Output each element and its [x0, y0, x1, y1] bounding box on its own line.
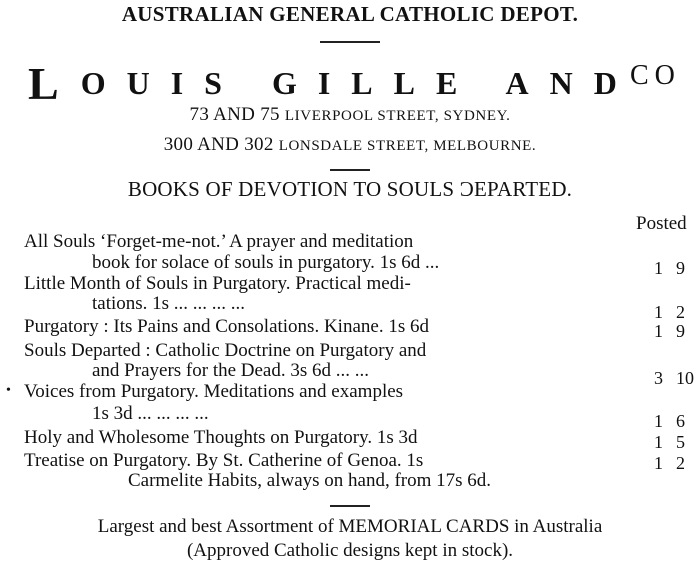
section-heading: BOOKS OF DEVOTION TO SOULS ƆEPARTED.: [127, 177, 573, 201]
list-item-continued: and Prayers for the Dead. 3s 6d ... ...: [92, 360, 370, 381]
list-item: Souls Departed : Catholic Doctrine on Purgatory and: [24, 340, 427, 361]
list-item-continued: 1s 3d ... ... ... ...: [92, 403, 209, 424]
list-item: Treatise on Purgatory. By St. Catherine of Genoa. 1s: [24, 450, 424, 471]
footer-line: Largest and best Assortment of MEMORIAL CARDS in Australia: [97, 516, 603, 537]
list-item: Voices from Purgatory. Meditations and examples: [24, 381, 404, 402]
posted-label: Posted: [636, 213, 687, 234]
address-sydney: 73 AND 75 LIVERPOOL STREET, SYDNEY.: [189, 104, 511, 125]
list-item-continued: book for solace of souls in purgatory. 1s 6d ...: [92, 252, 440, 273]
list-item: Purgatory : Its Pains and Consolations. Kinane. 1s 6d: [24, 316, 429, 337]
firm-initial: L: [28, 58, 81, 109]
price: 1 2: [654, 302, 685, 322]
firm-name: [28, 52, 638, 109]
firm-co: CO: [630, 60, 681, 91]
list-note: Carmelite Habits, always on hand, from 17s 6d.: [128, 470, 492, 491]
footer-line: (Approved Catholic designs kept in stock).: [186, 540, 514, 561]
price: 1 9: [654, 258, 685, 278]
list-item: Little Month of Souls in Purgatory. Practical medi-: [24, 273, 411, 294]
divider: [330, 505, 370, 507]
price: 1 2: [654, 453, 685, 473]
divider: [330, 169, 370, 171]
list-item: All Souls ‘Forget-me-not.’ A prayer and meditation: [24, 231, 414, 252]
bullet-mark: •: [6, 383, 11, 398]
depot-title: AUSTRALIAN GENERAL CATHOLIC DEPOT.: [121, 2, 579, 26]
divider: [320, 41, 380, 43]
address-melbourne: 300 AND 302 LONSDALE STREET, MELBOURNE.: [163, 134, 537, 155]
firm-name-rest: OUIS GILLE AND: [80, 65, 638, 101]
price: 1 9: [654, 321, 685, 341]
price: 1 6: [654, 411, 685, 431]
price: 1 5: [654, 432, 685, 452]
list-item-continued: tations. 1s ... ... ... ...: [92, 293, 246, 314]
price: 3 10: [654, 368, 694, 388]
list-item: Holy and Wholesome Thoughts on Purgatory. 1s 3d: [24, 427, 418, 448]
